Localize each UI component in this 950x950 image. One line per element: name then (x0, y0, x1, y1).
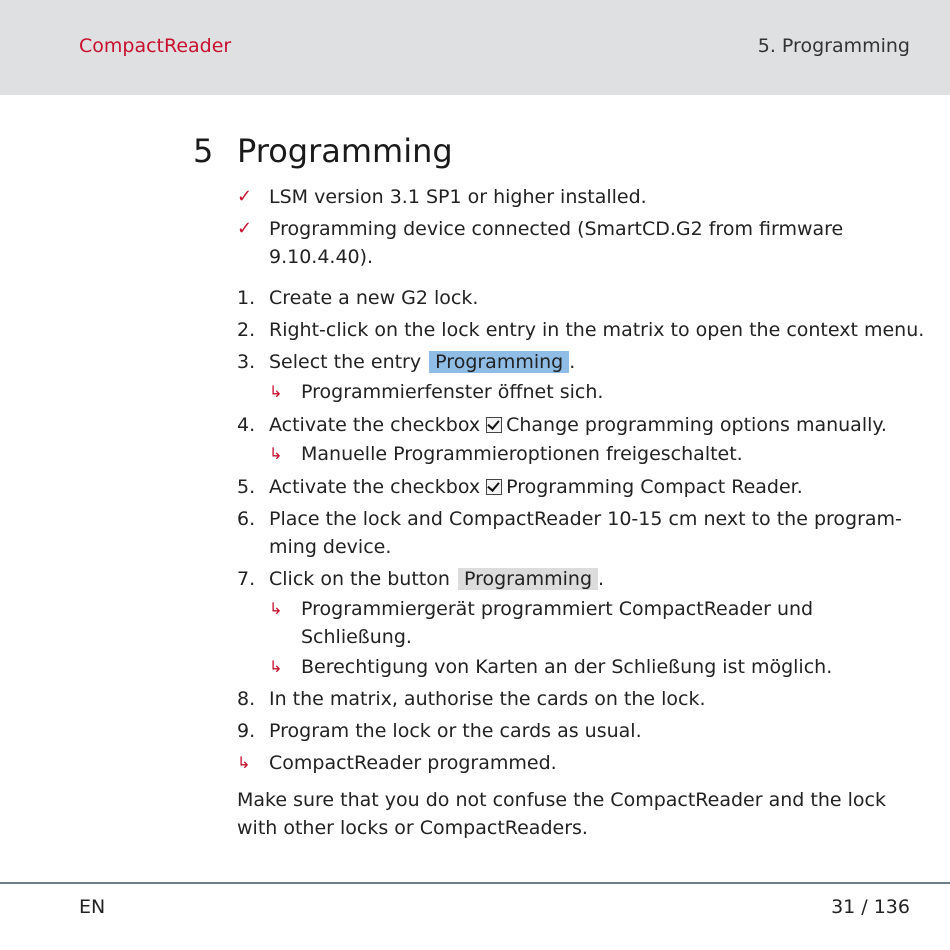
checkbox-label: Change programming options manually. (506, 414, 887, 436)
footer-divider (0, 882, 950, 884)
result-arrow-icon: ↳ (269, 444, 283, 463)
step-text: In the matrix, authorise the cards on the lock. (269, 688, 706, 710)
prerequisite-text: Programming device connected (SmartCD.G2 from firmware (269, 218, 844, 240)
step-number: 5. (237, 476, 256, 498)
footer-language: EN (79, 896, 106, 918)
prerequisite-text: LSM version 3.1 SP1 or higher installed. (269, 186, 647, 208)
page-header (0, 0, 950, 95)
step-text-prefix: Activate the checkbox (269, 476, 481, 498)
chapter-heading (193, 132, 453, 170)
result-text: Schließung. (301, 626, 412, 648)
step-text-prefix: Select the entry (269, 351, 422, 373)
step-text-suffix: . (569, 351, 576, 373)
checkbox-label: Programming Compact Reader. (506, 476, 803, 498)
prerequisite-text: 9.10.4.40). (269, 246, 374, 268)
step-number: 9. (237, 720, 256, 742)
checkmark-icon: ✓ (237, 186, 253, 207)
step-text (269, 565, 604, 593)
step-text-prefix: Click on the button (269, 568, 450, 590)
checkmark-icon: ✓ (237, 218, 253, 239)
result-text: Berechtigung von Karten an der Schließung ist möglich. (301, 656, 833, 678)
product-name: CompactReader (79, 35, 232, 57)
checked-checkbox-icon (486, 417, 502, 433)
programming-button-label: Programming (458, 568, 598, 590)
note-paragraph: Make sure that you do not confuse the CompactReader and the lock with other locks or CompactReaders. (237, 789, 886, 839)
chapter-title: Programming (237, 132, 453, 170)
menu-entry-programming: Programming (429, 351, 569, 373)
final-result-text: CompactReader programmed. (269, 752, 557, 774)
step-text: ming device. (269, 536, 392, 558)
result-text: Manuelle Programmieroptionen freigeschaltet. (301, 443, 743, 465)
step-text: Create a new G2 lock. (269, 287, 479, 309)
step-number: 6. (237, 508, 256, 530)
step-number: 1. (237, 287, 256, 309)
chapter-number: 5 (193, 132, 214, 170)
step-text-prefix: Activate the checkbox (269, 414, 481, 436)
result-arrow-icon: ↳ (237, 753, 251, 772)
result-arrow-icon: ↳ (269, 599, 283, 618)
result-arrow-icon: ↳ (269, 657, 283, 676)
result-arrow-icon: ↳ (269, 382, 283, 401)
result-text: Programmiergerät programmiert CompactReader und (301, 598, 814, 620)
page-number: 31 / 136 (831, 896, 910, 918)
step-text: Program the lock or the cards as usual. (269, 720, 642, 742)
step-number: 7. (237, 568, 256, 590)
step-text: Right-click on the lock entry in the matrix to open the context menu. (269, 319, 925, 341)
step-text (269, 411, 887, 439)
step-number: 2. (237, 319, 256, 341)
section-name: 5. Programming (757, 35, 910, 57)
checked-checkbox-icon (486, 479, 502, 495)
step-number: 3. (237, 351, 256, 373)
step-text-suffix: . (598, 568, 605, 590)
step-number: 8. (237, 688, 256, 710)
result-text: Programmierfenster öffnet sich. (301, 381, 604, 403)
step-text (269, 473, 803, 501)
step-text: Place the lock and CompactReader 10-15 cm next to the program- (269, 508, 902, 530)
step-number: 4. (237, 414, 256, 436)
step-text (269, 348, 575, 376)
